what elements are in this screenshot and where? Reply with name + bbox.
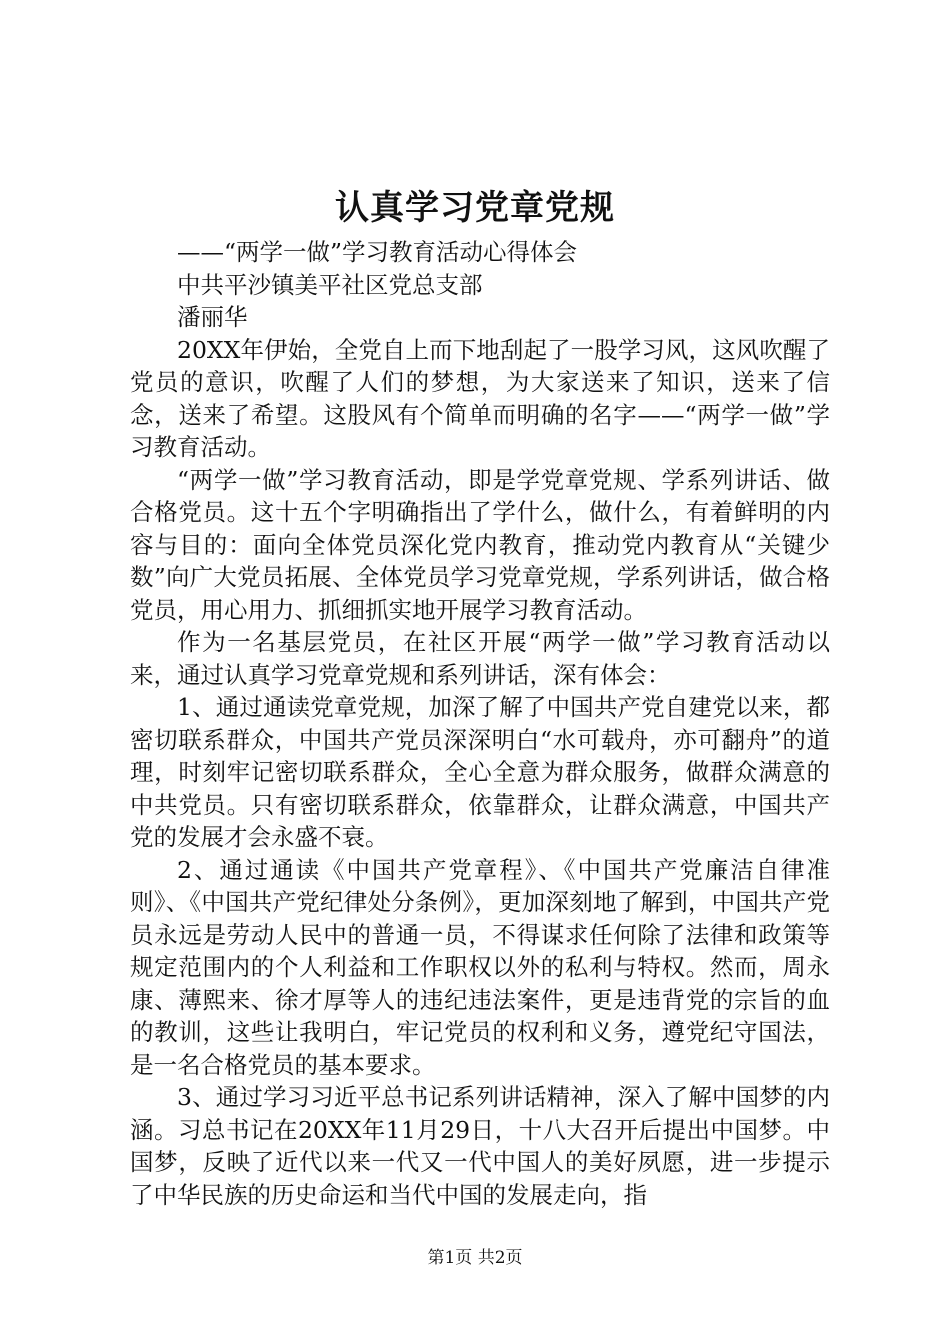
author-name: 潘丽华 [177,303,248,331]
page-number-footer: 第1页 共2页 [427,1248,523,1268]
paragraph-2: “两学一做”学习教育活动，即是学党章党规、学系列讲话、做合格党员。这十五个字明确指出了学什么，做什么，有着鲜明的内容与目的：面向全体党员深化党内教育，推动党内教育从“关键少数”向广大党员拓展、全体党员学习党章党规，学系列讲话，做合格党员，用心用力、抓细抓实地开展学习教育活动。 [130,465,830,624]
paragraph-1: 20XX年伊始，全党自上而下地刮起了一股学习风，这风吹醒了党员的意识，吹醒了人们的梦想，为大家送来了知识，送来了信念，送来了希望。这股风有个简单而明确的名字——“两学一做”学习教育活动。 [130,335,830,461]
organization-name: 中共平沙镇美平社区党总支部 [177,270,483,299]
paragraph-3: 作为一名基层党员，在社区开展“两学一做”学习教育活动以来，通过认真学习党章党规和系列讲话，深有体会： [130,628,830,689]
paragraph-5: 2、通过通读《中国共产党章程》、《中国共产党廉洁自律准则》、《中国共产党纪律处分条例》，更加深刻地了解到，中国共产党员永远是劳动人民中的普通一员，不得谋求任何除了法律和政策等规定范围内的个人利益和工作职权以外的私利与特权。然而，周永康、薄熙来、徐才厚等人的违纪违法案件，更是违背党的宗旨的血的教训，这些让我明白，牢记党员的权利和义务，遵党纪守国法，是一名合格党员的基本要求。 [130,855,830,1079]
document-body [130,236,830,1211]
paragraph-6: 3、通过学习习近平总书记系列讲话精神，深入了解中国梦的内涵。习总书记在20XX年11月29日，十八大召开后提出中国梦。中国梦，反映了近代以来一代又一代中国人的美好夙愿，进一步提示了中华民族的历史命运和当代中国的发展走向，指 [130,1083,830,1209]
paragraph-4: 1、通过通读党章党规，加深了解了中国共产党自建党以来，都密切联系群众，中国共产党员深深明白“水可载舟，亦可翻舟”的道理，时刻牢记密切联系群众，全心全意为群众服务，做群众满意的中共党员。只有密切联系群众，依靠群众，让群众满意，中国共产党的发展才会永盛不衰。 [130,693,830,851]
document-subtitle: ——“两学一做”学习教育活动心得体会 [177,238,578,266]
document-title: 认真学习党章党规 [335,188,615,228]
